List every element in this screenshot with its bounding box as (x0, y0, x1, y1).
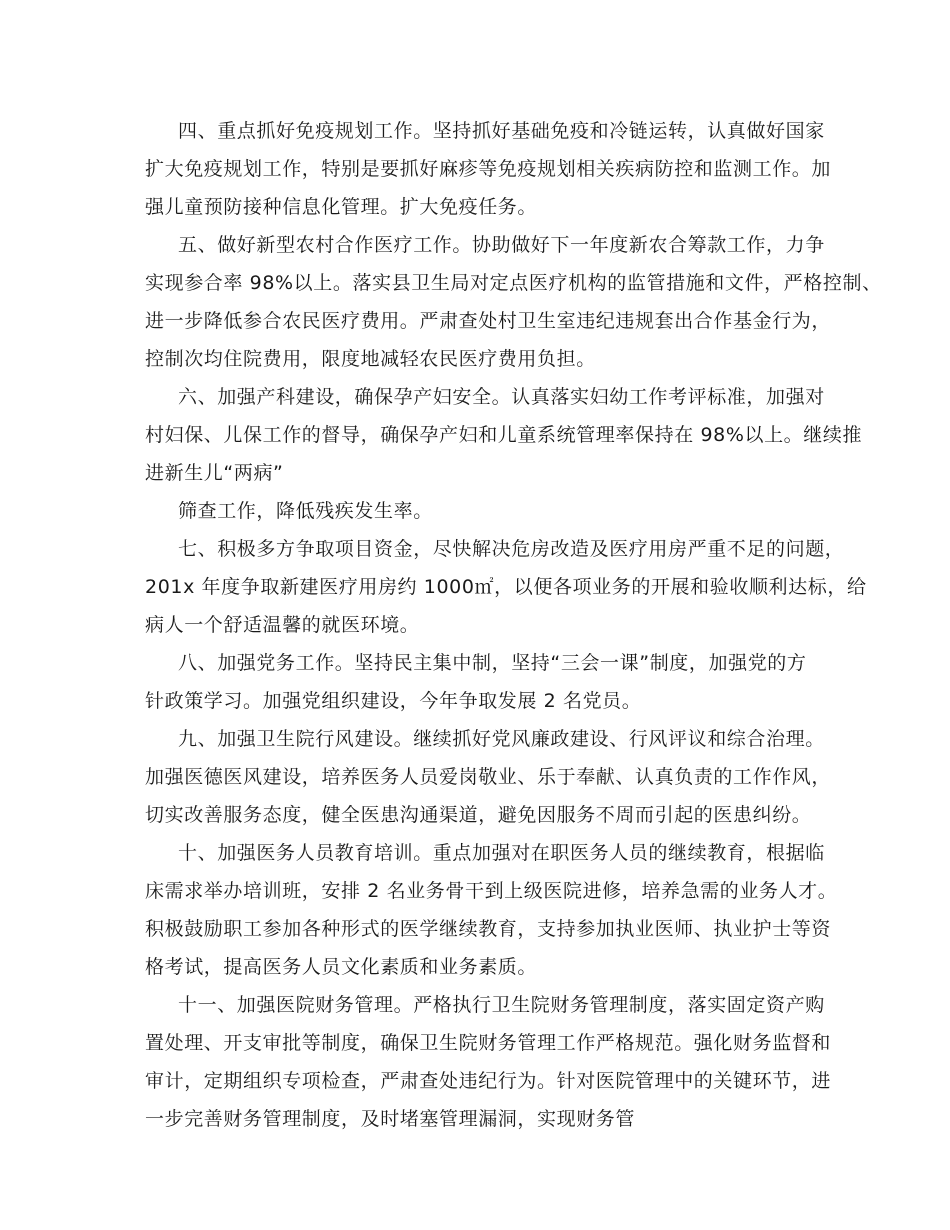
text-line: 一步完善财务管理制度，及时堵塞管理漏洞，实现财务管 (145, 1108, 636, 1130)
text-line: 进新生儿“两病” (145, 462, 284, 484)
text-line: 实现参合率 98%以上。落实县卫生局对定点医疗机构的监管措施和文件，严格控制、 (145, 272, 882, 294)
text-line: 201x 年度争取新建医疗用房约 1000㎡，以便各项业务的开展和验收顺利达标，给 (145, 576, 867, 598)
text-line: 进一步降低参合农民医疗费用。严肃查处村卫生室违纪违规套出合作基金行为， (145, 310, 832, 332)
text-line: 控制次均住院费用，限度地减轻农民医疗费用负担。 (145, 348, 596, 370)
text-line: 置处理、开支审批等制度，确保卫生院财务管理工作严格规范。强化财务监督和 (145, 1032, 832, 1054)
text-line: 床需求举办培训班，安排 2 名业务骨干到上级医院进修，培养急需的业务人才。 (145, 880, 838, 902)
text-line: 针政策学习。加强党组织建设，今年争取发展 2 名党员。 (145, 690, 642, 712)
text-line: 扩大免疫规划工作，特别是要抓好麻疹等免疫规划相关疾病防控和监测工作。加 (145, 158, 832, 180)
text-line: 十一、加强医院财务管理。严格执行卫生院财务管理制度，落实固定资产购 (178, 994, 825, 1016)
text-line: 筛查工作，降低残疾发生率。 (178, 500, 433, 522)
text-line: 村妇保、儿保工作的督导，确保孕产妇和儿童系统管理率保持在 98%以上。继续推 (145, 424, 863, 446)
text-line: 病人一个舒适温馨的就医环境。 (145, 614, 420, 636)
text-line: 十、加强医务人员教育培训。重点加强对在职医务人员的继续教育，根据临 (178, 842, 825, 864)
text-line: 审计，定期组织专项检查，严肃查处违纪行为。针对医院管理中的关键环节，进 (145, 1070, 832, 1092)
text-line: 五、做好新型农村合作医疗工作。协助做好下一年度新农合筹款工作，力争 (178, 234, 825, 256)
text-line: 四、重点抓好免疫规划工作。坚持抓好基础免疫和冷链运转，认真做好国家 (178, 120, 825, 142)
text-line: 格考试，提高医务人员文化素质和业务素质。 (145, 956, 538, 978)
text-line: 强儿童预防接种信息化管理。扩大免疫任务。 (145, 196, 538, 218)
text-line: 积极鼓励职工参加各种形式的医学继续教育，支持参加执业医师、执业护士等资 (145, 918, 832, 940)
text-line: 八、加强党务工作。坚持民主集中制，坚持“三会一课”制度，加强党的方 (178, 652, 807, 674)
text-line: 七、积极多方争取项目资金，尽快解决危房改造及医疗用房严重不足的问题， (178, 538, 845, 560)
text-line: 加强医德医风建设，培养医务人员爱岗敬业、乐于奉献、认真负责的工作作风， (145, 766, 832, 788)
text-line: 六、加强产科建设，确保孕产妇安全。认真落实妇幼工作考评标准，加强对 (178, 386, 825, 408)
text-line: 九、加强卫生院行风建设。继续抓好党风廉政建设、行风评议和综合治理。 (178, 728, 825, 750)
text-line: 切实改善服务态度，健全医患沟通渠道，避免因服务不周而引起的医患纠纷。 (145, 804, 812, 826)
